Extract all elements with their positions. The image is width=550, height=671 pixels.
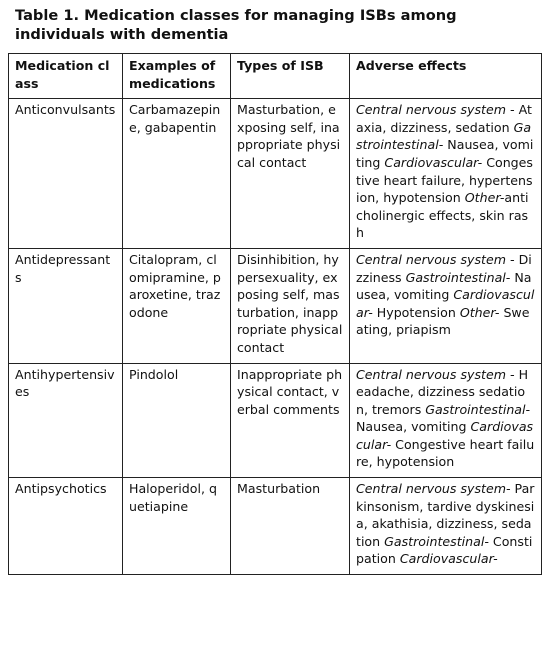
cell-types-of-isb: Masturbation, exposing self, inappropriate physical contact — [231, 99, 350, 249]
header-examples: Examples of medications — [123, 54, 231, 99]
effect-description: Congestive heart failure, hypotension — [356, 436, 535, 470]
effect-category-label: Other- — [459, 304, 500, 320]
cell-medication-class: Antipsychotics — [9, 478, 123, 575]
effect-description: Dizziness — [356, 251, 532, 285]
effect-category-label: Cardiovascular- — [356, 287, 535, 320]
effect-category-label: Cardiovascular- — [384, 154, 483, 170]
cell-adverse-effects — [350, 99, 542, 249]
header-medication-class: Medication class — [9, 54, 123, 99]
effect-description: Constipation — [356, 533, 533, 567]
table-row — [9, 363, 542, 478]
header-row — [9, 54, 542, 99]
table-caption: Table 1. Medication classes for managing ISBs among individuals with dementia — [15, 7, 457, 43]
effect-category-label: Gastrointestinal- — [384, 533, 489, 549]
effect-description: Sweating, priapism — [356, 304, 530, 338]
effect-description: anticholinergic effects, skin rash — [356, 190, 529, 241]
effect-category-label: Gastrointestinal- — [405, 269, 511, 285]
effect-description: Congestive heart failure, hypertension, hypotension — [356, 154, 533, 206]
cell-medication-class: Antidepressants — [9, 248, 123, 363]
cell-examples: Carbamazepine, gabapentin — [123, 99, 231, 249]
header-types-of-isb: Types of ISB — [231, 54, 350, 99]
cell-adverse-effects — [350, 478, 542, 575]
effect-description: Nausea, vomiting — [356, 419, 471, 435]
effect-description: Ataxia, dizziness, sedation — [356, 102, 532, 135]
cell-types-of-isb: Masturbation — [231, 478, 350, 575]
header-adverse-effects: Adverse effects — [350, 54, 542, 99]
cell-adverse-effects — [350, 248, 542, 363]
medication-table — [8, 53, 542, 575]
table-row — [9, 248, 542, 363]
effect-category-label: Gastrointestinal- — [356, 119, 532, 153]
effect-description: Parkinsonism, tardive dyskinesia, akathisia, dizziness, sedation — [356, 481, 535, 549]
cell-examples: Haloperidol, quetiapine — [123, 478, 231, 575]
effect-description: Headache, dizziness sedation, tremors — [356, 366, 529, 417]
table-row — [9, 478, 542, 575]
cell-examples: Pindolol — [123, 363, 231, 478]
effect-category-label: Central nervous system - — [356, 251, 515, 267]
cell-medication-class: Anticonvulsants — [9, 99, 123, 249]
effect-description: Nausea, vomiting — [356, 269, 532, 303]
effect-category-label: Gastrointestinal- — [425, 401, 531, 417]
effect-category-label: Central nervous system - — [356, 102, 515, 118]
effect-category-label: Central nervous system - — [356, 366, 515, 382]
cell-types-of-isb: Inappropriate physical contact, verbal comments — [231, 363, 350, 478]
effect-category-label: Cardiovascular- — [356, 419, 534, 452]
table-row — [9, 99, 542, 249]
effect-category-label: Other- — [464, 190, 505, 206]
cell-types-of-isb: Disinhibition, hypersexuality, exposing self, masturbation, inappropriate physical contact — [231, 248, 350, 363]
cell-adverse-effects — [350, 363, 542, 478]
cell-medication-class: Antihypertensives — [9, 363, 123, 478]
effect-category-label: Central nervous system- — [356, 481, 511, 497]
cell-examples: Citalopram, clomipramine, paroxetine, trazodone — [123, 248, 231, 363]
effect-description: Nausea, vomiting — [356, 137, 534, 170]
effect-category-label: Cardiovascular- — [399, 551, 498, 567]
effect-description: Hypotension — [372, 304, 460, 320]
